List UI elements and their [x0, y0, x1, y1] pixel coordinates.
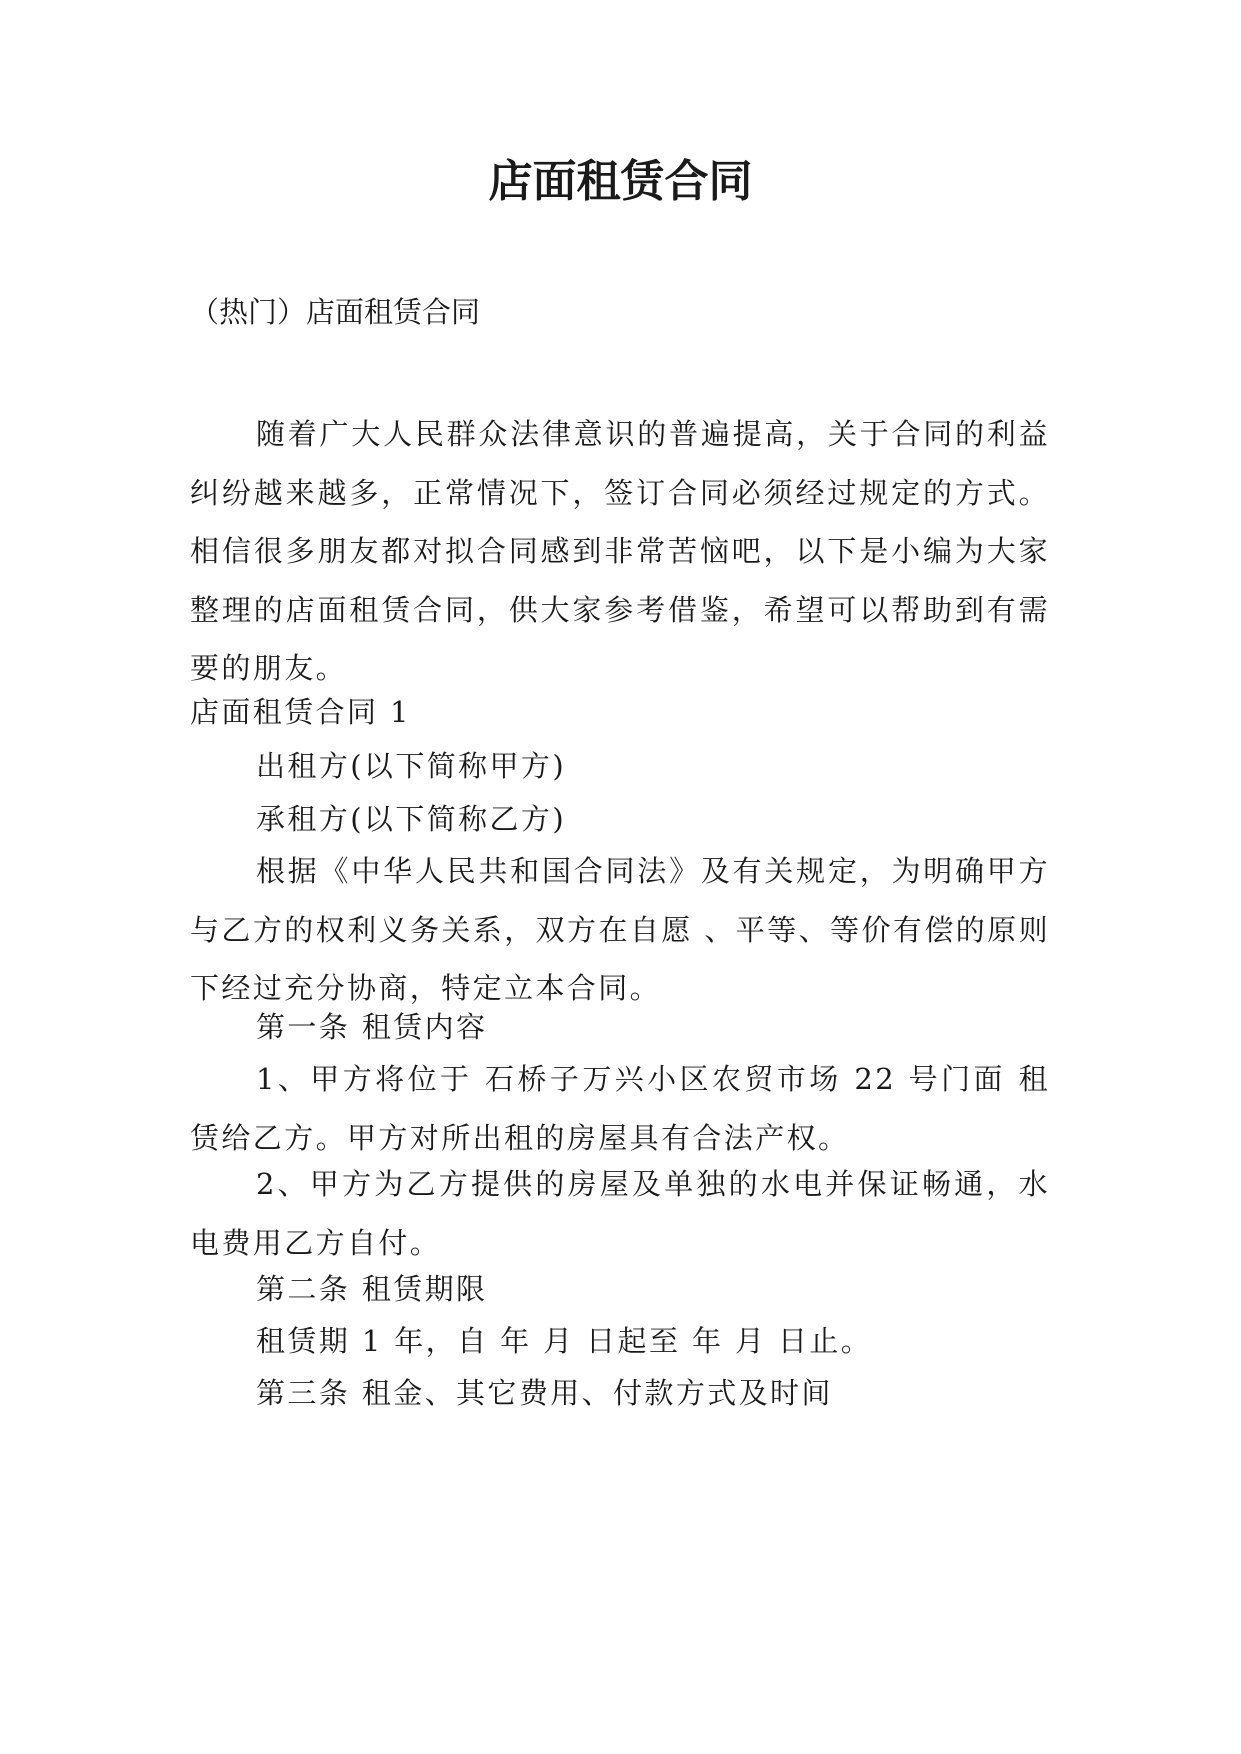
lessee-line: 承租方(以下简称乙方): [256, 802, 567, 836]
document-title: 店面租赁合同: [488, 156, 753, 207]
document-subtitle: （热门）店面租赁合同: [190, 295, 481, 329]
article2-text: 租赁期 1 年，自 年 月 日起至 年 月 日止。: [256, 1324, 873, 1358]
contract-heading: 店面租赁合同 1: [190, 695, 411, 729]
article1-item2: 2、甲方为乙方提供的房屋及单独的水电并保证畅通，水电费用乙方自付。: [190, 1167, 1050, 1260]
article3-title: 第三条 租金、其它费用、付款方式及时间: [256, 1376, 833, 1410]
lessor-line: 出租方(以下简称甲方): [256, 749, 567, 783]
article2-title: 第二条 租赁期限: [256, 1272, 488, 1306]
article1-item1: 1、甲方将位于 石桥子万兴小区农贸市场 22 号门面 租赁给乙方。甲方对所出租的房屋具有合法产权。: [190, 1062, 1050, 1155]
article1-title: 第一条 租赁内容: [256, 1010, 488, 1044]
preamble-paragraph: 根据《中华人民共和国合同法》及有关规定，为明确甲方与乙方的权利义务关系，双方在自愿 、平等、等价有偿的原则下经过充分协商，特定立本合同。: [190, 854, 1050, 1005]
intro-paragraph: 随着广大人民群众法律意识的普遍提高，关于合同的利益纠纷越来越多，正常情况下，签订合同必须经过规定的方式。相信很多朋友都对拟合同感到非常苦恼吧，以下是小编为大家整理的店面租赁合同，供大家参考借鉴，希望可以帮助到有需要的朋友。: [190, 417, 1050, 685]
